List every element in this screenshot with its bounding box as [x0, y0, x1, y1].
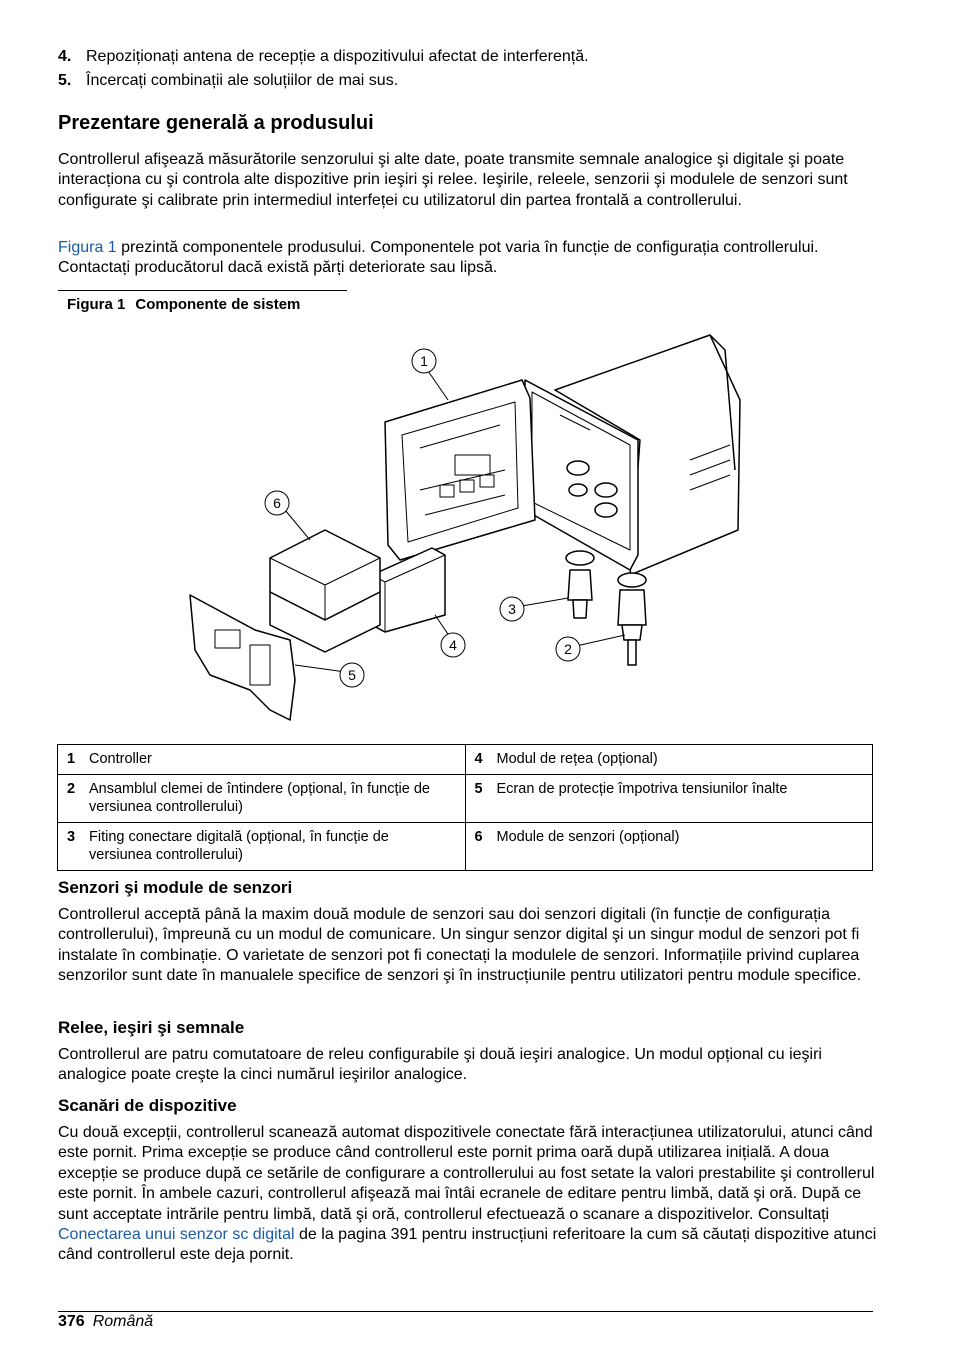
scans-text-before: Cu două excepții, controllerul scanează automat dispozitivele conectate fără interacțiunea utilizatorului, atunci când este pornit. Prima excepție se produce când controllerul este pornit prima oară după utilizarea inițială. A doua excepție se produce după ce setările de configurare a controllerului au fost setate la valori prestabilite şi controllerul este pornit. În ambele cazuri, controllerul afişează mai întâi ecranele de editare pentru limbă, dată şi oră. După ce sunt acceptate intrările pentru limbă, dată şi oră, controllerul efectuează o scanare a dispozitivelor. Consultați [58, 1124, 875, 1223]
figure-label: Figura 1 [67, 296, 126, 313]
legend-text: Module de senzori (opțional) [496, 829, 680, 845]
sensors-paragraph: Controllerul acceptă până la maxim două module de senzori sau doi senzori digitali (în funcție de configurația controllerului), împreună cu un modul de comunicare. Un singur senzor digital şi un singur modul de senzori pot fi instalate în combinație. O varietate de senzori pot fi conectați la modulele de senzori. Informațiile privind cuplarea senzorilor sunt date în manualele specifice de senzori şi în instrucțiunile pentru utilizatori pentru module specifice. [58, 906, 862, 985]
step-number: 4. [58, 48, 72, 65]
figure-title: Componente de sistem [135, 296, 301, 313]
legend-number: 6 [474, 829, 483, 845]
step-text: Repoziționați antena de recepție a dispozitivului afectat de interferență. [86, 48, 589, 65]
figure-legend-table [57, 744, 873, 871]
legend-number: 1 [67, 751, 76, 767]
callout-4: 4 [449, 637, 457, 653]
relays-heading: Relee, ieşiri şi semnale [58, 1018, 245, 1037]
legend-text: Ecran de protecție împotriva tensiunilor înalte [496, 781, 788, 797]
page-number: 376 [58, 1313, 85, 1330]
table-row [58, 745, 873, 775]
section-title: Prezentare generală a produsului [58, 112, 374, 134]
step-text: Încercați combinații ale soluțiilor de mai sus. [86, 72, 399, 89]
legend-text: Modul de rețea (opțional) [496, 751, 658, 767]
table-row [58, 823, 873, 871]
callout-5: 5 [348, 667, 356, 683]
legend-number: 2 [67, 781, 76, 797]
footer-rule [58, 1311, 873, 1312]
legend-cell [58, 823, 466, 871]
legend-cell [465, 823, 873, 871]
callout-3: 3 [508, 601, 516, 617]
callout-6: 6 [273, 495, 281, 511]
sensors-heading: Senzori şi module de senzori [58, 878, 293, 897]
step-4 [58, 47, 589, 67]
legend-cell [465, 745, 873, 775]
page-footer [58, 1313, 153, 1331]
legend-text: Fiting conectare digitală (opțional, în funcție de versiunea controllerului) [89, 829, 389, 863]
legend-number: 4 [474, 751, 483, 767]
legend-text: Controller [89, 751, 152, 767]
table-row [58, 775, 873, 823]
scans-paragraph [58, 1123, 878, 1266]
step-5 [58, 71, 398, 91]
legend-cell [58, 775, 466, 823]
intro-paragraph: Controllerul afişează măsurătorile senzorului şi alte date, poate transmite semnale analogice şi digitale şi poate interacționa cu şi controla alte dispozitive prin ieşiri şi relee. Ieşirile, releele, senzorii şi modulele de senzori sunt configurate şi calibrate prin intermediul interfeței cu utilizatorul din partea frontală a controllerului. [58, 151, 848, 209]
footer-language: Română [92, 1313, 154, 1330]
legend-cell [58, 745, 466, 775]
legend-cell [465, 775, 873, 823]
legend-text: Ansamblul clemei de întindere (opțional, în funcție de versiunea controllerului) [89, 781, 430, 815]
figure-caption-rule [58, 290, 347, 291]
system-components-illustration [170, 330, 760, 735]
callout-1: 1 [420, 353, 428, 369]
scans-heading: Scanări de dispozitive [58, 1096, 237, 1115]
relays-paragraph: Controllerul are patru comutatoare de releu configurabile şi două ieşiri analogice. Un modul opțional cu ieşiri analogice poate creşte la cinci numărul ieşirilor analogice. [58, 1046, 822, 1084]
step-number: 5. [58, 72, 72, 89]
legend-number: 5 [474, 781, 483, 797]
legend-number: 3 [67, 829, 76, 845]
connect-sensor-link[interactable]: Conectarea unui senzor sc digital [58, 1226, 295, 1244]
figure-1-link[interactable]: Figura 1 [58, 239, 117, 256]
figure-reference-text: prezintă componentele produsului. Componentele pot varia în funcție de configurația controllerului. Contactați producătorul dacă există părți deteriorate sau lipsă. [58, 239, 819, 277]
figure-caption [67, 296, 300, 313]
figure-reference-paragraph [58, 238, 878, 279]
scans-text-after: de la pagina 391 pentru instrucțiuni referitoare la cum să căutați dispozitive atunci când controllerul este deja pornit. [58, 1226, 877, 1264]
callout-2: 2 [564, 641, 572, 657]
